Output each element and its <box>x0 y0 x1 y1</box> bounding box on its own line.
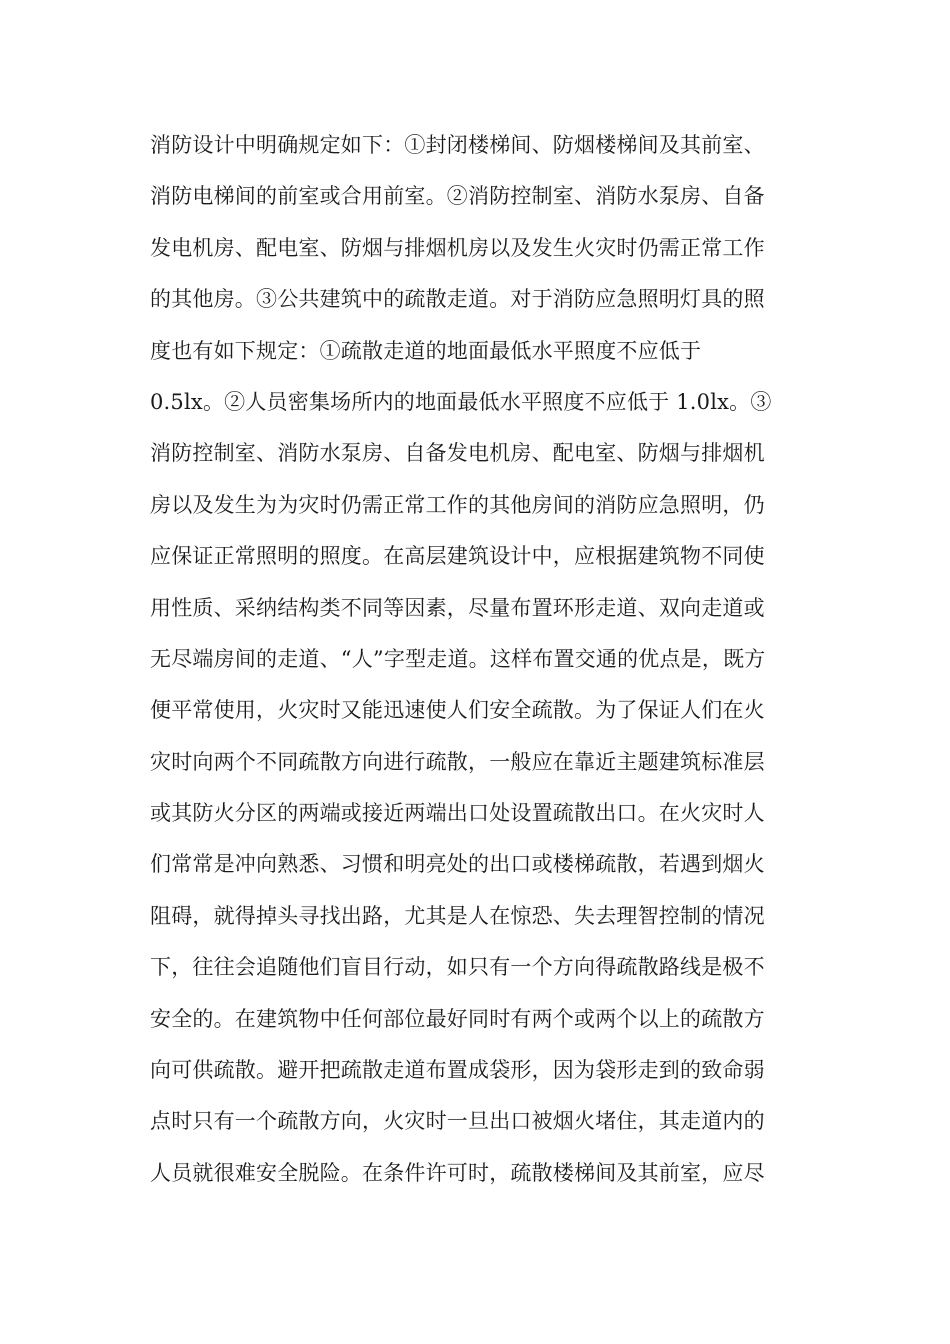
text-line: 房以及发生为为灾时仍需正常工作的其他房间的消防应急照明，仍 <box>150 492 765 517</box>
text-line: 或其防火分区的两端或接近两端出口处设置疏散出口。在火灾时人 <box>150 801 765 826</box>
text-line: 的其他房。③公共建筑中的疏散走道。对于消防应急照明灯具的照 <box>150 287 765 312</box>
text-line: 便平常使用，火灾时又能迅速使人们安全疏散。为了保证人们在火 <box>150 698 765 723</box>
text-line: 消防电梯间的前室或合用前室。②消防控制室、消防水泵房、自备 <box>150 184 765 209</box>
text-line: 灾时向两个不同疏散方向进行疏散，一般应在靠近主题建筑标准层 <box>150 749 765 774</box>
text-line: 人员就很难安全脱险。在条件许可时，疏散楼梯间及其前室，应尽 <box>150 1160 765 1185</box>
text-line: 度也有如下规定：①疏散走道的地面最低水平照度不应低于 <box>150 338 702 363</box>
text-line: 消防控制室、消防水泵房、自备发电机房、配电室、防烟与排烟机 <box>150 441 765 466</box>
text-line: 0.5lx。②人员密集场所内的地面最低水平照度不应低于 1.0lx。③ <box>150 389 772 414</box>
text-line: 消防设计中明确规定如下：①封闭楼梯间、防烟楼梯间及其前室、 <box>150 133 765 157</box>
text-line: 发电机房、配电室、防烟与排烟机房以及发生火灾时仍需正常工作 <box>150 235 765 260</box>
text-line: 向可供疏散。避开把疏散走道布置成袋形，因为袋形走到的致命弱 <box>150 1058 765 1083</box>
text-line: 下，往往会追随他们盲目行动，如只有一个方向得疏散路线是极不 <box>150 955 765 980</box>
text-line: 阻碍，就得掉头寻找出路，尤其是人在惊恐、失去理智控制的情况 <box>150 903 765 928</box>
text-line: 安全的。在建筑物中任何部位最好同时有两个或两个以上的疏散方 <box>150 1006 765 1031</box>
text-line: 用性质、采纳结构类不同等因素，尽量布置环形走道、双向走道或 <box>150 595 765 620</box>
text-line: 点时只有一个疏散方向，火灾时一旦出口被烟火堵住，其走道内的 <box>150 1109 765 1134</box>
text-line: 无尽端房间的走道、“人”字型走道。这样布置交通的优点是，既方 <box>150 646 766 671</box>
text-line: 们常常是冲向熟悉、习惯和明亮处的出口或楼梯疏散，若遇到烟火 <box>150 852 765 877</box>
text-line: 应保证正常照明的照度。在高层建筑设计中，应根据建筑物不同使 <box>150 544 765 569</box>
body-paragraph <box>150 120 810 1199</box>
